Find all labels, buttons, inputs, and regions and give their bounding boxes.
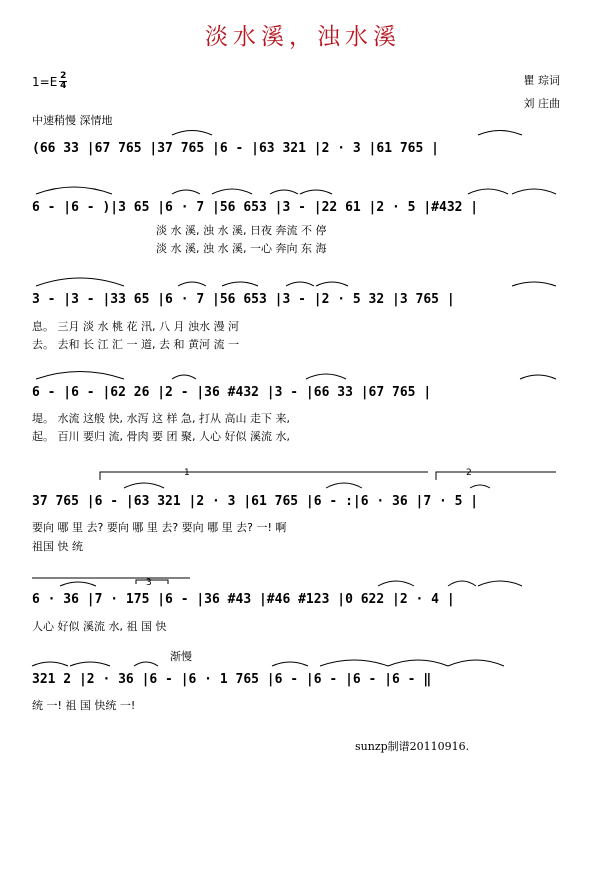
lyric-row-4-verse-1: 堤。 水流 这般 快, 水泻 这 样 急, 打从 高山 走下 来, bbox=[32, 412, 290, 425]
slur bbox=[448, 581, 476, 586]
time-top: 2 bbox=[60, 71, 67, 81]
slur bbox=[60, 582, 96, 586]
tie bbox=[388, 660, 448, 666]
composer-credit: 刘 庄曲 bbox=[523, 97, 560, 110]
time-bottom: 4 bbox=[60, 81, 67, 91]
slur bbox=[478, 581, 522, 586]
lyric-row-2-verse-2: 淡 水 溪, 浊 水 溪, 一心 奔向 东 海 bbox=[156, 242, 327, 255]
slur bbox=[468, 189, 508, 194]
notation-row-1: (66 33 |67 765 |37 765 |6 - |63 321 |2 · 3 |61 765 | bbox=[32, 141, 439, 156]
notation-row-6: 6 · 36 |7 · 175 |6 - |36 #43 |#46 #123 |0 622 |2 · 4 | bbox=[32, 592, 455, 607]
slur bbox=[326, 483, 362, 488]
tie bbox=[36, 372, 124, 380]
lyric-row-5-verse-2: 祖国 快 统 bbox=[32, 540, 83, 553]
slur bbox=[172, 131, 212, 136]
slur bbox=[172, 190, 200, 194]
lyric-row-7-verse-1: 统 一! 祖 国 快统 一! bbox=[32, 699, 136, 712]
slur bbox=[520, 375, 556, 379]
slur bbox=[172, 375, 196, 379]
slur bbox=[512, 282, 556, 286]
slur bbox=[212, 189, 252, 194]
slur bbox=[124, 483, 164, 488]
slur bbox=[222, 282, 258, 286]
notation-row-3: 3 - |3 - |33 65 |6 · 7 |56 653 |3 - |2 · 5 32 |3 765 | bbox=[32, 292, 455, 307]
tempo-marking: 中速稍慢 深情地 bbox=[32, 114, 113, 127]
notation-row-7: 321 2 |2 · 36 |6 - |6 · 1 765 |6 - |6 - |6 - |6 - ‖ bbox=[32, 672, 432, 687]
slur bbox=[378, 581, 414, 586]
triplet-bracket bbox=[136, 580, 168, 584]
footer-credit: sunzp制谱20110916. bbox=[355, 740, 470, 753]
slur bbox=[270, 190, 298, 194]
volta-1-label: 1 bbox=[184, 468, 190, 478]
lyric-row-4-verse-2: 起。 百川 要归 流, 骨肉 要 团 聚, 人心 好似 溪流 水, bbox=[32, 430, 290, 443]
slur bbox=[70, 662, 110, 666]
volta-1-bracket bbox=[100, 472, 428, 480]
slur bbox=[470, 485, 490, 488]
tempo-change-marking: 渐慢 bbox=[170, 650, 192, 663]
lyric-row-3-verse-1: 息。 三月 淡 水 桃 花 汛, 八 月 浊水 漫 河 bbox=[32, 320, 239, 333]
slur bbox=[272, 662, 308, 666]
slur bbox=[478, 131, 522, 136]
notation-row-2: 6 - |6 - )|3 65 |6 · 7 |56 653 |3 - |22 61 |2 · 5 |#432 | bbox=[32, 200, 479, 215]
slur bbox=[32, 662, 68, 666]
notation-row-4: 6 - |6 - |62 26 |2 - |36 #432 |3 - |66 33 |67 765 | bbox=[32, 385, 432, 400]
lyric-row-3-verse-2: 去。 去和 长 江 汇 一 道, 去 和 黄河 流 一 bbox=[32, 338, 239, 351]
slur bbox=[306, 374, 346, 379]
tie bbox=[448, 660, 504, 666]
triplet-label: 3 bbox=[146, 578, 152, 588]
tie bbox=[36, 278, 124, 286]
lyric-row-5-verse-1: 要向 哪 里 去? 要向 哪 里 去? 要向 哪 里 去? 一! 啊 bbox=[32, 521, 287, 534]
slur bbox=[316, 282, 348, 286]
slur bbox=[300, 190, 332, 194]
lyric-row-2-verse-1: 淡 水 溪, 浊 水 溪, 日夜 奔流 不 停 bbox=[156, 224, 327, 237]
notation-row-5: 37 765 |6 - |63 321 |2 · 3 |61 765 |6 - :|6 · 36 |7 · 5 | bbox=[32, 494, 479, 509]
key-prefix: 1=E bbox=[32, 74, 58, 89]
tie bbox=[320, 660, 388, 666]
slur bbox=[512, 189, 556, 194]
volta-2-label: 2 bbox=[466, 468, 472, 478]
slur bbox=[134, 662, 158, 666]
volta-2-bracket bbox=[436, 472, 556, 480]
lyricist-credit: 瞿 琮词 bbox=[523, 74, 560, 87]
slur bbox=[286, 282, 314, 286]
lyric-row-6-verse-1: 人心 好似 溪流 水, 祖 国 快 bbox=[32, 620, 167, 633]
slur bbox=[178, 282, 206, 286]
song-title: 淡水溪，浊水溪 bbox=[205, 24, 401, 50]
tie bbox=[36, 187, 112, 194]
